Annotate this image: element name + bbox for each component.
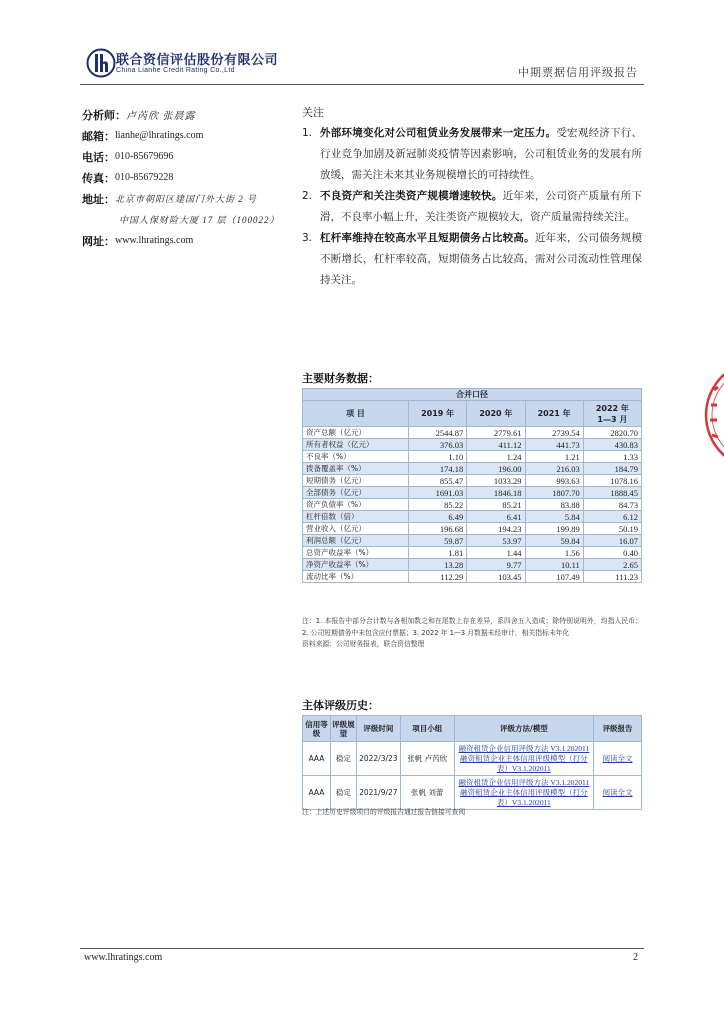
row-value: 83.88 <box>525 499 583 511</box>
email-value[interactable]: lianhe@lhratings.com <box>115 130 204 141</box>
company-name-en: China Lianhe Credit Rating Co.,Ltd <box>116 67 235 74</box>
row-value: 184.79 <box>583 463 641 475</box>
read-report-link[interactable]: 阅读全文 <box>594 776 642 810</box>
table-row <box>303 511 642 523</box>
row-value: 441.73 <box>525 439 583 451</box>
table-row <box>303 451 642 463</box>
row-value: 993.63 <box>525 475 583 487</box>
red-seal-stamp-icon <box>698 360 724 470</box>
column-header-grade: 信用等级 <box>303 716 331 742</box>
concern-item <box>302 228 642 291</box>
financial-data-table <box>302 388 642 583</box>
table-row <box>303 427 642 439</box>
row-value: 107.49 <box>525 571 583 583</box>
row-value: 111.23 <box>583 571 641 583</box>
company-name-cn: 联合资信评估股份有限公司 <box>116 53 279 68</box>
row-value: 85.22 <box>409 499 467 511</box>
row-value: 6.41 <box>467 511 525 523</box>
row-label: 不良率（%） <box>303 451 409 463</box>
column-header-year: 2021 年 <box>525 401 583 427</box>
model-link[interactable]: 融资租赁企业主体信用评级模型（打分表）V3.1.202011 <box>460 787 588 807</box>
row-value: 1.21 <box>525 451 583 463</box>
table-row <box>303 523 642 535</box>
row-value: 855.47 <box>409 475 467 487</box>
address-line1: 北京市朝阳区建国门外大街 2 号 <box>115 194 258 204</box>
financial-notes <box>302 616 642 651</box>
row-value: 1.44 <box>467 547 525 559</box>
column-header-report: 评级报告 <box>594 716 642 742</box>
row-value: 16.07 <box>583 535 641 547</box>
concern-number: 1. <box>302 127 313 139</box>
rating-time: 2022/3/23 <box>356 742 400 776</box>
contact-info <box>82 104 292 251</box>
website-link[interactable]: www.lhratings.com <box>115 235 194 246</box>
footer-website-link[interactable]: www.lhratings.com <box>84 952 163 963</box>
row-label: 短期债务（亿元） <box>303 475 409 487</box>
row-value: 199.89 <box>525 523 583 535</box>
table-row <box>303 499 642 511</box>
row-value: 1.81 <box>409 547 467 559</box>
row-label: 全部债务（亿元） <box>303 487 409 499</box>
concern-text: 近年来，公司债务规模不断增长，杠杆率较高，短期债务占比较高，需对公司流动性管理保持关注。 <box>320 232 643 286</box>
row-value: 103.45 <box>467 571 525 583</box>
method-link[interactable]: 融资租赁企业信用评级方法 V3.1.202011 <box>458 743 590 753</box>
read-report-link[interactable]: 阅读全文 <box>594 742 642 776</box>
row-value: 13.28 <box>409 559 467 571</box>
concern-text: 近年来，公司资产质量有所下滑，不良率小幅上升，关注类资产规模较大，资产质量需持续关注。 <box>320 190 643 223</box>
rating-outlook: 稳定 <box>330 776 356 810</box>
concern-item <box>302 123 642 186</box>
rating-time: 2021/9/27 <box>356 776 400 810</box>
concern-text: 受宏观经济下行、行业竞争加剧及新冠肺炎疫情等因素影响，公司租赁业务的发展有所放缓，需关注未来其业务规模增长的可持续性。 <box>320 127 643 181</box>
table-row <box>303 776 642 810</box>
row-label: 拨备覆盖率（%） <box>303 463 409 475</box>
row-value: 2.65 <box>583 559 641 571</box>
rating-history-table <box>302 715 642 810</box>
column-header-item: 项 目 <box>303 401 409 427</box>
rating-history-heading: 主体评级历史： <box>302 699 379 712</box>
row-value: 194.23 <box>467 523 525 535</box>
method-link[interactable]: 融资租赁企业信用评级方法 V3.1.202011 <box>458 777 590 787</box>
row-value: 53.97 <box>467 535 525 547</box>
concern-number: 3. <box>302 232 313 244</box>
row-label: 杠杆倍数（倍） <box>303 511 409 523</box>
column-header-year: 2020 年 <box>467 401 525 427</box>
concern-number: 2. <box>302 190 313 202</box>
column-header-outlook: 评级展望 <box>330 716 356 742</box>
row-value: 1.33 <box>583 451 641 463</box>
row-value: 59.84 <box>525 535 583 547</box>
column-header-year: 2019 年 <box>409 401 467 427</box>
table-row <box>303 571 642 583</box>
row-value: 1846.18 <box>467 487 525 499</box>
row-value: 50.19 <box>583 523 641 535</box>
row-value: 376.03 <box>409 439 467 451</box>
table-caption: 合并口径 <box>303 389 642 401</box>
row-value: 1807.70 <box>525 487 583 499</box>
row-label: 营业收入（亿元） <box>303 523 409 535</box>
row-label: 资产负债率（%） <box>303 499 409 511</box>
rating-outlook: 稳定 <box>330 742 356 776</box>
row-value: 196.68 <box>409 523 467 535</box>
row-value: 5.84 <box>525 511 583 523</box>
row-label: 净资产收益率（%） <box>303 559 409 571</box>
row-value: 6.12 <box>583 511 641 523</box>
row-value: 1888.45 <box>583 487 641 499</box>
rating-team: 张帆 刘蕾 <box>400 776 454 810</box>
header-divider <box>80 84 644 85</box>
financial-note-text: 注：1. 本报告中部分合计数与各相加数之和在尾数上存在差异，系四舍五入造成；除特别说明外，均指人民币；2. 公司短期债务中未包含应付票据；3. 2022 年 1—3 月数据未经审计，相关指标未年化 <box>302 617 642 637</box>
row-value: 10.11 <box>525 559 583 571</box>
rating-method-links <box>454 742 594 776</box>
row-label: 所有者权益（亿元） <box>303 439 409 451</box>
rating-history-note: 注：上述历史评级项目的评级报告通过报告链接可查阅 <box>302 808 466 816</box>
analyst-names: 卢芮欣 张晨露 <box>126 111 196 122</box>
concern-title: 外部环境变化对公司租赁业务发展带来一定压力。 <box>320 127 557 139</box>
email-label: 邮箱： <box>82 129 115 143</box>
table-row <box>303 439 642 451</box>
row-value: 9.77 <box>467 559 525 571</box>
phone-label: 电话： <box>82 150 115 164</box>
concerns-heading: 关注 <box>302 106 324 119</box>
row-label: 利润总额（亿元） <box>303 535 409 547</box>
table-row <box>303 475 642 487</box>
concern-title: 杠杆率维持在较高水平且短期债务占比较高。 <box>320 232 535 244</box>
row-value: 112.29 <box>409 571 467 583</box>
model-link[interactable]: 融资租赁企业主体信用评级模型（打分表）V3.1.202011 <box>460 753 588 773</box>
financial-data-heading: 主要财务数据： <box>302 372 379 385</box>
column-header-time: 评级时间 <box>356 716 400 742</box>
column-header-method: 评级方法/模型 <box>454 716 594 742</box>
row-label: 资产总额（亿元） <box>303 427 409 439</box>
report-title: 中期票据信用评级报告 <box>518 66 638 79</box>
rating-grade: AAA <box>303 742 331 776</box>
address-line2: 中国人保财险大厦 17 层（100022） <box>119 215 280 225</box>
table-row <box>303 535 642 547</box>
concerns-section <box>302 103 642 291</box>
row-value: 2779.61 <box>467 427 525 439</box>
column-header-year: 2022 年 1—3 月 <box>583 401 641 427</box>
row-value: 6.49 <box>409 511 467 523</box>
column-header-team: 项目小组 <box>400 716 454 742</box>
row-label: 流动比率（%） <box>303 571 409 583</box>
phone-value: 010-85679696 <box>115 151 174 162</box>
row-value: 0.40 <box>583 547 641 559</box>
row-value: 411.12 <box>467 439 525 451</box>
row-value: 59.87 <box>409 535 467 547</box>
rating-grade: AAA <box>303 776 331 810</box>
row-value: 1033.29 <box>467 475 525 487</box>
rating-method-links <box>454 776 594 810</box>
row-value: 1691.03 <box>409 487 467 499</box>
row-value: 84.73 <box>583 499 641 511</box>
table-row <box>303 547 642 559</box>
lh-logo-icon <box>86 48 116 78</box>
table-row <box>303 742 642 776</box>
fax-label: 传真： <box>82 171 115 185</box>
row-value: 1.10 <box>409 451 467 463</box>
row-value: 196.00 <box>467 463 525 475</box>
row-value: 174.18 <box>409 463 467 475</box>
row-label: 总资产收益率（%） <box>303 547 409 559</box>
concern-item <box>302 186 642 228</box>
row-value: 1078.16 <box>583 475 641 487</box>
row-value: 2544.87 <box>409 427 467 439</box>
rating-team: 张帆 卢芮欣 <box>400 742 454 776</box>
financial-source-text: 资料来源：公司财务报表，联合资信整理 <box>302 640 425 648</box>
row-value: 216.03 <box>525 463 583 475</box>
table-row <box>303 463 642 475</box>
table-row <box>303 487 642 499</box>
address-label: 地址： <box>82 192 115 206</box>
row-value: 1.56 <box>525 547 583 559</box>
row-value: 2820.70 <box>583 427 641 439</box>
concern-title: 不良资产和关注类资产规模增速较快。 <box>320 190 503 202</box>
row-value: 2739.54 <box>525 427 583 439</box>
analyst-label: 分析师： <box>82 108 126 122</box>
website-label: 网址： <box>82 234 115 248</box>
fax-value: 010-85679228 <box>115 172 174 183</box>
row-value: 430.83 <box>583 439 641 451</box>
table-row <box>303 559 642 571</box>
footer-divider <box>80 948 644 949</box>
row-value: 85.21 <box>467 499 525 511</box>
row-value: 1.24 <box>467 451 525 463</box>
page-number: 2 <box>633 952 638 963</box>
